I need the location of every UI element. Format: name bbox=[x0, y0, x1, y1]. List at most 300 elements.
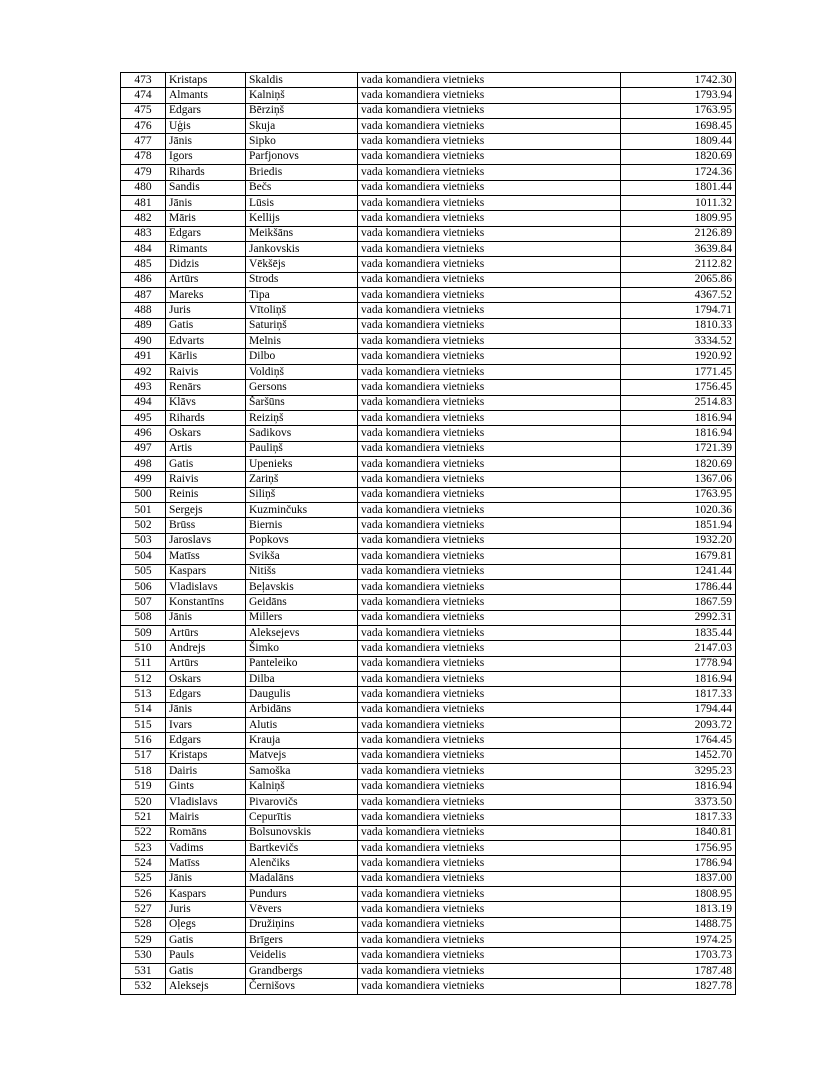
amount-cell: 1241.44 bbox=[621, 564, 736, 579]
last-name-cell: Upenieks bbox=[246, 456, 358, 471]
amount-cell: 1787.48 bbox=[621, 963, 736, 978]
position-cell: vada komandiera vietnieks bbox=[358, 917, 621, 932]
first-name-cell: Matīss bbox=[166, 549, 246, 564]
row-number-cell: 495 bbox=[121, 410, 166, 425]
last-name-cell: Arbidāns bbox=[246, 702, 358, 717]
last-name-cell: Melnis bbox=[246, 334, 358, 349]
table-row bbox=[121, 579, 736, 594]
position-cell: vada komandiera vietnieks bbox=[358, 503, 621, 518]
row-number-cell: 508 bbox=[121, 610, 166, 625]
table-row bbox=[121, 103, 736, 118]
amount-cell: 1488.75 bbox=[621, 917, 736, 932]
position-cell: vada komandiera vietnieks bbox=[358, 979, 621, 995]
row-number-cell: 511 bbox=[121, 656, 166, 671]
position-cell: vada komandiera vietnieks bbox=[358, 318, 621, 333]
row-number-cell: 475 bbox=[121, 103, 166, 118]
table-row bbox=[121, 733, 736, 748]
amount-cell: 1756.95 bbox=[621, 840, 736, 855]
last-name-cell: Geidāns bbox=[246, 595, 358, 610]
first-name-cell: Raivis bbox=[166, 472, 246, 487]
amount-cell: 1793.94 bbox=[621, 88, 736, 103]
first-name-cell: Uģis bbox=[166, 119, 246, 134]
last-name-cell: Samoška bbox=[246, 764, 358, 779]
row-number-cell: 501 bbox=[121, 503, 166, 518]
row-number-cell: 484 bbox=[121, 241, 166, 256]
position-cell: vada komandiera vietnieks bbox=[358, 533, 621, 548]
row-number-cell: 528 bbox=[121, 917, 166, 932]
amount-cell: 1837.00 bbox=[621, 871, 736, 886]
first-name-cell: Kaspars bbox=[166, 887, 246, 902]
row-number-cell: 481 bbox=[121, 195, 166, 210]
row-number-cell: 490 bbox=[121, 334, 166, 349]
amount-cell: 2126.89 bbox=[621, 226, 736, 241]
last-name-cell: Panteleiko bbox=[246, 656, 358, 671]
row-number-cell: 487 bbox=[121, 288, 166, 303]
last-name-cell: Briedis bbox=[246, 165, 358, 180]
position-cell: vada komandiera vietnieks bbox=[358, 948, 621, 963]
first-name-cell: Edgars bbox=[166, 226, 246, 241]
table-row bbox=[121, 318, 736, 333]
first-name-cell: Oļegs bbox=[166, 917, 246, 932]
amount-cell: 1020.36 bbox=[621, 503, 736, 518]
position-cell: vada komandiera vietnieks bbox=[358, 226, 621, 241]
position-cell: vada komandiera vietnieks bbox=[358, 656, 621, 671]
last-name-cell: Bolsunovskis bbox=[246, 825, 358, 840]
table-row bbox=[121, 672, 736, 687]
last-name-cell: Brīgers bbox=[246, 933, 358, 948]
table-row bbox=[121, 533, 736, 548]
first-name-cell: Rimants bbox=[166, 241, 246, 256]
table-row bbox=[121, 656, 736, 671]
row-number-cell: 479 bbox=[121, 165, 166, 180]
position-cell: vada komandiera vietnieks bbox=[358, 288, 621, 303]
last-name-cell: Millers bbox=[246, 610, 358, 625]
position-cell: vada komandiera vietnieks bbox=[358, 410, 621, 425]
amount-cell: 3639.84 bbox=[621, 241, 736, 256]
last-name-cell: Sipko bbox=[246, 134, 358, 149]
last-name-cell: Daugulis bbox=[246, 687, 358, 702]
row-number-cell: 526 bbox=[121, 887, 166, 902]
table-row bbox=[121, 887, 736, 902]
table-row bbox=[121, 625, 736, 640]
first-name-cell: Vadims bbox=[166, 840, 246, 855]
last-name-cell: Skuja bbox=[246, 119, 358, 134]
first-name-cell: Oskars bbox=[166, 426, 246, 441]
first-name-cell: Gatis bbox=[166, 456, 246, 471]
amount-cell: 2112.82 bbox=[621, 257, 736, 272]
position-cell: vada komandiera vietnieks bbox=[358, 119, 621, 134]
table-row bbox=[121, 641, 736, 656]
amount-cell: 1816.94 bbox=[621, 672, 736, 687]
table-row bbox=[121, 794, 736, 809]
position-cell: vada komandiera vietnieks bbox=[358, 718, 621, 733]
last-name-cell: Matvejs bbox=[246, 748, 358, 763]
first-name-cell: Klāvs bbox=[166, 395, 246, 410]
last-name-cell: Vītoliņš bbox=[246, 303, 358, 318]
first-name-cell: Artūrs bbox=[166, 625, 246, 640]
row-number-cell: 482 bbox=[121, 211, 166, 226]
position-cell: vada komandiera vietnieks bbox=[358, 103, 621, 118]
last-name-cell: Skaldis bbox=[246, 73, 358, 88]
row-number-cell: 478 bbox=[121, 149, 166, 164]
row-number-cell: 477 bbox=[121, 134, 166, 149]
last-name-cell: Lūsis bbox=[246, 195, 358, 210]
position-cell: vada komandiera vietnieks bbox=[358, 441, 621, 456]
first-name-cell: Kārlis bbox=[166, 349, 246, 364]
first-name-cell: Edgars bbox=[166, 103, 246, 118]
first-name-cell: Mairis bbox=[166, 810, 246, 825]
position-cell: vada komandiera vietnieks bbox=[358, 487, 621, 502]
table-row bbox=[121, 456, 736, 471]
amount-cell: 1778.94 bbox=[621, 656, 736, 671]
row-number-cell: 489 bbox=[121, 318, 166, 333]
table-row bbox=[121, 426, 736, 441]
first-name-cell: Gatis bbox=[166, 963, 246, 978]
last-name-cell: Gersons bbox=[246, 380, 358, 395]
table-row bbox=[121, 380, 736, 395]
row-number-cell: 504 bbox=[121, 549, 166, 564]
amount-cell: 2514.83 bbox=[621, 395, 736, 410]
position-cell: vada komandiera vietnieks bbox=[358, 518, 621, 533]
table-row bbox=[121, 518, 736, 533]
first-name-cell: Renārs bbox=[166, 380, 246, 395]
amount-cell: 1771.45 bbox=[621, 364, 736, 379]
position-cell: vada komandiera vietnieks bbox=[358, 748, 621, 763]
first-name-cell: Kristaps bbox=[166, 748, 246, 763]
first-name-cell: Artūrs bbox=[166, 272, 246, 287]
last-name-cell: Černišovs bbox=[246, 979, 358, 995]
position-cell: vada komandiera vietnieks bbox=[358, 426, 621, 441]
row-number-cell: 506 bbox=[121, 579, 166, 594]
amount-cell: 1703.73 bbox=[621, 948, 736, 963]
first-name-cell: Gatis bbox=[166, 318, 246, 333]
amount-cell: 1827.78 bbox=[621, 979, 736, 995]
table-row bbox=[121, 472, 736, 487]
amount-cell: 1698.45 bbox=[621, 119, 736, 134]
first-name-cell: Māris bbox=[166, 211, 246, 226]
position-cell: vada komandiera vietnieks bbox=[358, 764, 621, 779]
last-name-cell: Kalniņš bbox=[246, 88, 358, 103]
row-number-cell: 517 bbox=[121, 748, 166, 763]
position-cell: vada komandiera vietnieks bbox=[358, 579, 621, 594]
first-name-cell: Vladislavs bbox=[166, 794, 246, 809]
first-name-cell: Jānis bbox=[166, 871, 246, 886]
last-name-cell: Dilbo bbox=[246, 349, 358, 364]
position-cell: vada komandiera vietnieks bbox=[358, 364, 621, 379]
row-number-cell: 525 bbox=[121, 871, 166, 886]
amount-cell: 1809.44 bbox=[621, 134, 736, 149]
row-number-cell: 473 bbox=[121, 73, 166, 88]
last-name-cell: Nitišs bbox=[246, 564, 358, 579]
table-row bbox=[121, 702, 736, 717]
position-cell: vada komandiera vietnieks bbox=[358, 902, 621, 917]
last-name-cell: Cepurītis bbox=[246, 810, 358, 825]
row-number-cell: 498 bbox=[121, 456, 166, 471]
position-cell: vada komandiera vietnieks bbox=[358, 840, 621, 855]
amount-cell: 1721.39 bbox=[621, 441, 736, 456]
table-row bbox=[121, 687, 736, 702]
row-number-cell: 485 bbox=[121, 257, 166, 272]
last-name-cell: Siliņš bbox=[246, 487, 358, 502]
first-name-cell: Oskars bbox=[166, 672, 246, 687]
amount-cell: 1808.95 bbox=[621, 887, 736, 902]
first-name-cell: Vladislavs bbox=[166, 579, 246, 594]
last-name-cell: Pauliņš bbox=[246, 441, 358, 456]
amount-cell: 1816.94 bbox=[621, 779, 736, 794]
amount-cell: 1756.45 bbox=[621, 380, 736, 395]
table-row bbox=[121, 979, 736, 995]
first-name-cell: Jānis bbox=[166, 134, 246, 149]
first-name-cell: Romāns bbox=[166, 825, 246, 840]
last-name-cell: Strods bbox=[246, 272, 358, 287]
first-name-cell: Sandis bbox=[166, 180, 246, 195]
table-row bbox=[121, 88, 736, 103]
table-row bbox=[121, 165, 736, 180]
amount-cell: 2147.03 bbox=[621, 641, 736, 656]
row-number-cell: 527 bbox=[121, 902, 166, 917]
row-number-cell: 514 bbox=[121, 702, 166, 717]
amount-cell: 1816.94 bbox=[621, 426, 736, 441]
last-name-cell: Vēkšējs bbox=[246, 257, 358, 272]
amount-cell: 1679.81 bbox=[621, 549, 736, 564]
first-name-cell: Rihards bbox=[166, 410, 246, 425]
last-name-cell: Meikšāns bbox=[246, 226, 358, 241]
last-name-cell: Beļavskis bbox=[246, 579, 358, 594]
row-number-cell: 488 bbox=[121, 303, 166, 318]
first-name-cell: Jānis bbox=[166, 702, 246, 717]
table-row bbox=[121, 564, 736, 579]
amount-cell: 3373.50 bbox=[621, 794, 736, 809]
first-name-cell: Raivis bbox=[166, 364, 246, 379]
amount-cell: 1763.95 bbox=[621, 103, 736, 118]
position-cell: vada komandiera vietnieks bbox=[358, 641, 621, 656]
first-name-cell: Rihards bbox=[166, 165, 246, 180]
row-number-cell: 523 bbox=[121, 840, 166, 855]
table-row bbox=[121, 825, 736, 840]
table-row bbox=[121, 503, 736, 518]
row-number-cell: 492 bbox=[121, 364, 166, 379]
last-name-cell: Pundurs bbox=[246, 887, 358, 902]
position-cell: vada komandiera vietnieks bbox=[358, 672, 621, 687]
position-cell: vada komandiera vietnieks bbox=[358, 625, 621, 640]
first-name-cell: Ivars bbox=[166, 718, 246, 733]
first-name-cell: Jaroslavs bbox=[166, 533, 246, 548]
position-cell: vada komandiera vietnieks bbox=[358, 687, 621, 702]
amount-cell: 2065.86 bbox=[621, 272, 736, 287]
position-cell: vada komandiera vietnieks bbox=[358, 380, 621, 395]
last-name-cell: Krauja bbox=[246, 733, 358, 748]
last-name-cell: Zariņš bbox=[246, 472, 358, 487]
table-row bbox=[121, 257, 736, 272]
amount-cell: 1786.94 bbox=[621, 856, 736, 871]
last-name-cell: Bērziņš bbox=[246, 103, 358, 118]
table-row bbox=[121, 948, 736, 963]
position-cell: vada komandiera vietnieks bbox=[358, 610, 621, 625]
first-name-cell: Kaspars bbox=[166, 564, 246, 579]
first-name-cell: Almants bbox=[166, 88, 246, 103]
last-name-cell: Madalāns bbox=[246, 871, 358, 886]
table-row bbox=[121, 902, 736, 917]
table-row bbox=[121, 748, 736, 763]
position-cell: vada komandiera vietnieks bbox=[358, 825, 621, 840]
row-number-cell: 476 bbox=[121, 119, 166, 134]
row-number-cell: 512 bbox=[121, 672, 166, 687]
last-name-cell: Šimko bbox=[246, 641, 358, 656]
amount-cell: 3334.52 bbox=[621, 334, 736, 349]
first-name-cell: Konstantīns bbox=[166, 595, 246, 610]
table-row bbox=[121, 764, 736, 779]
amount-cell: 1835.44 bbox=[621, 625, 736, 640]
amount-cell: 1820.69 bbox=[621, 149, 736, 164]
last-name-cell: Voldiņš bbox=[246, 364, 358, 379]
row-number-cell: 499 bbox=[121, 472, 166, 487]
position-cell: vada komandiera vietnieks bbox=[358, 165, 621, 180]
amount-cell: 1813.19 bbox=[621, 902, 736, 917]
position-cell: vada komandiera vietnieks bbox=[358, 871, 621, 886]
table-row bbox=[121, 963, 736, 978]
amount-cell: 1809.95 bbox=[621, 211, 736, 226]
position-cell: vada komandiera vietnieks bbox=[358, 779, 621, 794]
position-cell: vada komandiera vietnieks bbox=[358, 211, 621, 226]
position-cell: vada komandiera vietnieks bbox=[358, 195, 621, 210]
first-name-cell: Jānis bbox=[166, 195, 246, 210]
position-cell: vada komandiera vietnieks bbox=[358, 794, 621, 809]
amount-cell: 3295.23 bbox=[621, 764, 736, 779]
row-number-cell: 483 bbox=[121, 226, 166, 241]
table-row bbox=[121, 487, 736, 502]
amount-cell: 1840.81 bbox=[621, 825, 736, 840]
row-number-cell: 497 bbox=[121, 441, 166, 456]
amount-cell: 1851.94 bbox=[621, 518, 736, 533]
row-number-cell: 519 bbox=[121, 779, 166, 794]
table-row bbox=[121, 349, 736, 364]
amount-cell: 1817.33 bbox=[621, 810, 736, 825]
last-name-cell: Bečs bbox=[246, 180, 358, 195]
table-row bbox=[121, 917, 736, 932]
last-name-cell: Veidelis bbox=[246, 948, 358, 963]
position-cell: vada komandiera vietnieks bbox=[358, 456, 621, 471]
amount-cell: 2093.72 bbox=[621, 718, 736, 733]
position-cell: vada komandiera vietnieks bbox=[358, 564, 621, 579]
row-number-cell: 474 bbox=[121, 88, 166, 103]
first-name-cell: Jānis bbox=[166, 610, 246, 625]
table-row bbox=[121, 134, 736, 149]
first-name-cell: Juris bbox=[166, 303, 246, 318]
row-number-cell: 491 bbox=[121, 349, 166, 364]
amount-cell: 1724.36 bbox=[621, 165, 736, 180]
position-cell: vada komandiera vietnieks bbox=[358, 810, 621, 825]
row-number-cell: 505 bbox=[121, 564, 166, 579]
table-row bbox=[121, 595, 736, 610]
last-name-cell: Vēvers bbox=[246, 902, 358, 917]
row-number-cell: 502 bbox=[121, 518, 166, 533]
amount-cell: 1452.70 bbox=[621, 748, 736, 763]
first-name-cell: Andrejs bbox=[166, 641, 246, 656]
row-number-cell: 500 bbox=[121, 487, 166, 502]
amount-cell: 1920.92 bbox=[621, 349, 736, 364]
first-name-cell: Edvarts bbox=[166, 334, 246, 349]
last-name-cell: Dilba bbox=[246, 672, 358, 687]
table-row bbox=[121, 840, 736, 855]
position-cell: vada komandiera vietnieks bbox=[358, 88, 621, 103]
last-name-cell: Saturiņš bbox=[246, 318, 358, 333]
first-name-cell: Matīss bbox=[166, 856, 246, 871]
row-number-cell: 480 bbox=[121, 180, 166, 195]
row-number-cell: 494 bbox=[121, 395, 166, 410]
amount-cell: 1801.44 bbox=[621, 180, 736, 195]
table-row bbox=[121, 364, 736, 379]
personnel-table bbox=[120, 72, 736, 995]
first-name-cell: Aleksejs bbox=[166, 979, 246, 995]
last-name-cell: Alutis bbox=[246, 718, 358, 733]
first-name-cell: Gatis bbox=[166, 933, 246, 948]
row-number-cell: 503 bbox=[121, 533, 166, 548]
table-row bbox=[121, 871, 736, 886]
first-name-cell: Artis bbox=[166, 441, 246, 456]
position-cell: vada komandiera vietnieks bbox=[358, 702, 621, 717]
table-row bbox=[121, 410, 736, 425]
first-name-cell: Edgars bbox=[166, 687, 246, 702]
amount-cell: 1794.71 bbox=[621, 303, 736, 318]
position-cell: vada komandiera vietnieks bbox=[358, 963, 621, 978]
table-row bbox=[121, 119, 736, 134]
position-cell: vada komandiera vietnieks bbox=[358, 134, 621, 149]
first-name-cell: Gints bbox=[166, 779, 246, 794]
row-number-cell: 509 bbox=[121, 625, 166, 640]
table-row bbox=[121, 810, 736, 825]
position-cell: vada komandiera vietnieks bbox=[358, 334, 621, 349]
row-number-cell: 532 bbox=[121, 979, 166, 995]
last-name-cell: Jankovskis bbox=[246, 241, 358, 256]
row-number-cell: 510 bbox=[121, 641, 166, 656]
last-name-cell: Tipa bbox=[246, 288, 358, 303]
amount-cell: 1810.33 bbox=[621, 318, 736, 333]
amount-cell: 1367.06 bbox=[621, 472, 736, 487]
amount-cell: 1794.44 bbox=[621, 702, 736, 717]
row-number-cell: 513 bbox=[121, 687, 166, 702]
amount-cell: 1742.30 bbox=[621, 73, 736, 88]
first-name-cell: Dairis bbox=[166, 764, 246, 779]
last-name-cell: Pivarovičs bbox=[246, 794, 358, 809]
table-row bbox=[121, 718, 736, 733]
table-row bbox=[121, 610, 736, 625]
amount-cell: 1932.20 bbox=[621, 533, 736, 548]
first-name-cell: Mareks bbox=[166, 288, 246, 303]
amount-cell: 1786.44 bbox=[621, 579, 736, 594]
position-cell: vada komandiera vietnieks bbox=[358, 303, 621, 318]
first-name-cell: Juris bbox=[166, 902, 246, 917]
position-cell: vada komandiera vietnieks bbox=[358, 549, 621, 564]
amount-cell: 1011.32 bbox=[621, 195, 736, 210]
row-number-cell: 516 bbox=[121, 733, 166, 748]
amount-cell: 4367.52 bbox=[621, 288, 736, 303]
position-cell: vada komandiera vietnieks bbox=[358, 180, 621, 195]
position-cell: vada komandiera vietnieks bbox=[358, 149, 621, 164]
table-row bbox=[121, 288, 736, 303]
amount-cell: 2992.31 bbox=[621, 610, 736, 625]
row-number-cell: 524 bbox=[121, 856, 166, 871]
table-row bbox=[121, 149, 736, 164]
table-body bbox=[121, 73, 736, 995]
row-number-cell: 522 bbox=[121, 825, 166, 840]
first-name-cell: Sergejs bbox=[166, 503, 246, 518]
row-number-cell: 496 bbox=[121, 426, 166, 441]
position-cell: vada komandiera vietnieks bbox=[358, 241, 621, 256]
last-name-cell: Kellijs bbox=[246, 211, 358, 226]
table-row bbox=[121, 933, 736, 948]
first-name-cell: Reinis bbox=[166, 487, 246, 502]
table-row bbox=[121, 334, 736, 349]
